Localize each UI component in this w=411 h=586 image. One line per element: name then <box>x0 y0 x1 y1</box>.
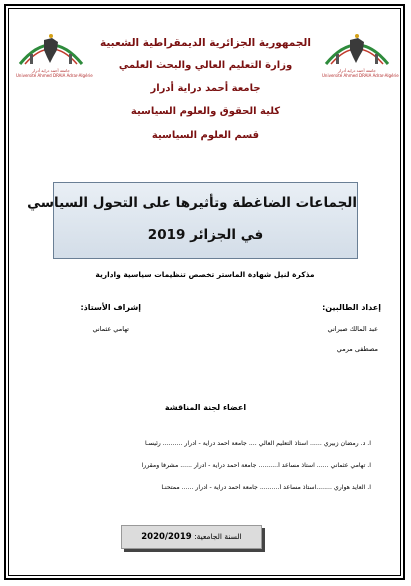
degree-description: مذكرة لنيل شهادة الماستر تخصص تنظيمات سياسية وادارية <box>95 270 315 279</box>
academic-year-box <box>121 525 262 549</box>
committee-member: ا. تهامي عثماني ...... استاذ مساعد أ.......... جامعة أحمد دراية - أدرار ...... مشرفاً ومقرراً <box>141 462 371 469</box>
supervisor-name: تهامي عثماني <box>92 325 129 333</box>
logo-caption-latin: Université Ahmed DRAIA Adrar-Algérie <box>16 73 93 78</box>
logo-caption-arabic: جامعة أحمد دراية أدرار <box>338 68 376 73</box>
header-republic: الجمهورية الجزائرية الديمقراطية الشعبية <box>100 37 311 49</box>
students-label: إعداد الطالبين: <box>322 303 381 312</box>
academic-year-value: 2020/2019 <box>141 532 192 542</box>
header-university: جامعة أحمد دراية أدرار <box>150 83 261 94</box>
supervisor-label: إشراف الأستاذ: <box>80 303 141 312</box>
thesis-title-line-2: في الجزائر 2019 <box>147 227 264 243</box>
committee-member: ا. العايد هواري ........استاذ مساعد أ.......... جامعة أحمد دراية - أدرار ...... ممتحنـاً <box>161 484 371 491</box>
student-name: عبد المالك صبراني <box>327 325 378 333</box>
committee-member: ا. د. رمضان زبيري ...... استاذ التعليم العالي .... جامعة أحمد دراية - أدرار .......... رئيسـاً <box>145 440 371 447</box>
logo-caption-arabic: جامعة أحمد دراية أدرار <box>32 68 70 73</box>
header-faculty: كلية الحقوق والعلوم السياسية <box>130 106 281 117</box>
header-ministry: وزارة التعليم العالي والبحث العلمي <box>118 60 293 71</box>
thesis-title-box <box>27 182 358 259</box>
header-department: قسم العلوم السياسية <box>151 130 260 141</box>
thesis-title-line-1: الجماعات الضاغطة وتأثيرها على التحول السياسي <box>27 195 357 211</box>
student-name: مصطفى مرمي <box>336 345 378 353</box>
academic-year <box>122 532 261 542</box>
logo-caption-latin: Université Ahmed DRAIA Adrar-Algérie <box>322 73 399 78</box>
committee-title: اعضاء لجنة المناقشة <box>164 403 247 412</box>
academic-year-label: السنة الجامعية: <box>194 532 242 541</box>
